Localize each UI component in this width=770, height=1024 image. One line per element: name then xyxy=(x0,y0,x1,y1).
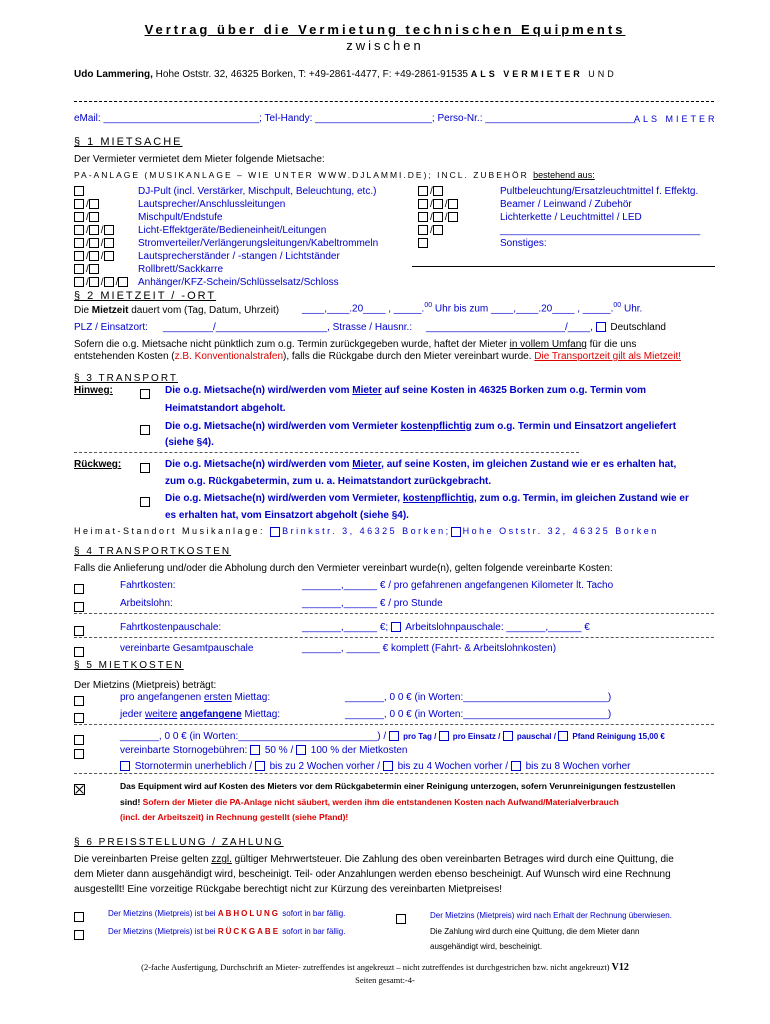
street-blank[interactable]: _________________________/____, xyxy=(426,322,596,333)
sup-00: 00 xyxy=(424,302,433,309)
gesamtpauschale-field[interactable]: _______, ______ € komplett (Fahrt- & Arbeitslohnkosten) xyxy=(302,643,557,654)
checkbox[interactable] xyxy=(383,761,393,771)
payment-opt-quittung-1: Die Zahlung wird durch eine Quittung, die dem Mieter dann xyxy=(430,927,640,936)
checkbox[interactable] xyxy=(140,493,152,511)
text: Die vereinbarten Preise gelten xyxy=(74,854,212,865)
checkbox[interactable] xyxy=(74,926,86,944)
text: , auf seine Kosten, im gleichen Zustand wie er es erhalten hat, xyxy=(381,459,677,470)
checkbox[interactable] xyxy=(418,199,428,209)
checkbox[interactable] xyxy=(558,731,568,741)
checkbox[interactable] xyxy=(120,761,130,771)
text: weitere xyxy=(145,709,178,720)
mieter-name-line[interactable] xyxy=(74,101,714,102)
fahrtkosten-label: Fahrtkosten: xyxy=(120,580,176,591)
checkbox[interactable] xyxy=(89,225,99,235)
mietzeit-post: dauert vom (Tag, Datum, Uhrzeit) xyxy=(128,305,280,316)
date-end-field[interactable]: Uhr bis zum ____,____.20____ , _____. xyxy=(432,303,614,315)
pauschal-label: pauschal / xyxy=(514,732,559,741)
rueckweg-label: Rückweg: xyxy=(74,459,122,470)
checkbox[interactable] xyxy=(296,745,306,755)
storno-row xyxy=(120,745,408,756)
rueckweg-option-2-cont: es erhalten hat, vom Einsatzort abgeholt (siehe §4). xyxy=(165,510,409,521)
text: Der Mietzins (Mietpreis) ist bei xyxy=(108,927,218,936)
checkbox[interactable] xyxy=(433,225,443,235)
storno-100: 100 % der Mietkosten xyxy=(308,745,408,756)
section-2-heading: § 2 MIETZEIT / -ORT xyxy=(74,290,217,302)
stornotermin-row xyxy=(120,761,630,772)
fahrtkostenpauschale-label: Fahrtkostenpauschale: xyxy=(120,622,222,633)
checkbox[interactable] xyxy=(250,745,260,755)
checkbox[interactable] xyxy=(396,910,408,928)
hinweg-option-2-cont: (siehe §4). xyxy=(165,437,214,448)
list-item: Rollbrett/Sackkarre xyxy=(138,264,224,275)
divider xyxy=(74,773,714,774)
s1-left-checkboxes[interactable]: / / / / / / / / / / / / xyxy=(74,185,130,289)
list-item: Beamer / Leinwand / Zubehör xyxy=(500,199,632,210)
und-label: UND xyxy=(588,69,617,79)
text: pro angefangenen xyxy=(120,692,204,703)
text: Die o.g. Mietsache(n) wird/werden vom xyxy=(165,459,353,470)
checkbox[interactable] xyxy=(255,761,265,771)
s1-intro: Der Vermieter vermietet dem Mieter folgende Mietsache: xyxy=(74,154,325,165)
arbeitslohn-label: Arbeitslohn: xyxy=(120,598,173,609)
pfand-label: Pfand Reinigung 15,00 € xyxy=(570,732,665,741)
checkbox[interactable] xyxy=(74,692,86,710)
bestehend-label: bestehend aus: xyxy=(533,170,595,180)
payment-opt-rechnung: Der Mietzins (Mietpreis) wird nach Erhalt der Rechnung überwiesen. xyxy=(430,911,672,920)
checkbox[interactable] xyxy=(74,580,86,598)
checkbox[interactable] xyxy=(448,212,458,222)
divider xyxy=(74,613,714,614)
note-text: Sofern die o.g. Mietsache nicht pünktlich zum o.g. Termin zurückgegeben wurde, haftet der Mieter xyxy=(74,339,510,350)
checkbox[interactable] xyxy=(270,527,280,537)
checkbox[interactable] xyxy=(140,459,152,477)
checkbox[interactable] xyxy=(104,238,114,248)
text: Miettag: xyxy=(231,692,271,703)
rueckgabe-label: RÜCKGABE xyxy=(217,927,281,936)
s5-intro: Der Mietzins (Mietpreis) beträgt: xyxy=(74,680,217,691)
cleaning-line-2 xyxy=(120,797,619,807)
date-start-field[interactable]: ____,____.20____ , _____. xyxy=(302,303,425,315)
checkbox[interactable] xyxy=(74,908,86,926)
arbeitslohnpauschale-value[interactable]: Arbeitslohnpauschale: _______,______ € xyxy=(402,622,590,633)
note-red: z.B. Konventionalstrafen xyxy=(174,351,284,362)
heimat-option-1: Brinkstr. 3, 46325 Borken; xyxy=(282,526,451,536)
list-item: Mischpult/Endstufe xyxy=(138,212,223,223)
payment-opt-quittung-2: ausgehändigt wird, bescheinigt. xyxy=(430,942,543,951)
storno-opt: bis zu 8 Wochen vorher xyxy=(522,761,631,772)
checkbox[interactable] xyxy=(451,527,461,537)
heimat-label: Heimat-Standort Musikanlage: xyxy=(74,526,266,536)
deutschland-label: Deutschland xyxy=(607,322,666,333)
landlord-name: Udo Lammering, xyxy=(74,69,153,80)
section-5-heading: § 5 MIETKOSTEN xyxy=(74,660,184,671)
pauschal-field[interactable]: _______, 0 0 € (in Worten:_________________________) / xyxy=(120,731,389,742)
storno-label: vereinbarte Stornogebühren: xyxy=(120,745,251,756)
checkbox[interactable] xyxy=(74,212,84,222)
text: angefangene xyxy=(180,709,242,720)
text: zum o.g. Termin und Einsatzort angeliefert xyxy=(471,421,677,432)
list-item: DJ-Pult (incl. Verstärker, Mischpult, Beleuchtung, etc.) xyxy=(138,186,377,197)
checkbox[interactable] xyxy=(418,186,428,196)
landlord-line xyxy=(74,69,617,80)
checkbox[interactable] xyxy=(74,238,84,248)
landlord-address: Hohe Oststr. 32, 46325 Borken, T: +49-2861-4477, F: +49-2861-91535 xyxy=(152,69,471,80)
text: Die o.g. Mietsache(n) wird/werden vom Vermieter, xyxy=(165,493,403,504)
checkbox[interactable] xyxy=(74,745,86,763)
text: sofort in bar fällig. xyxy=(280,927,346,936)
mietzeit-pre: Die xyxy=(74,305,92,316)
version-label: V12 xyxy=(611,962,629,973)
street-field[interactable] xyxy=(426,322,666,333)
checkbox[interactable] xyxy=(511,761,521,771)
storno-50: 50 % / xyxy=(262,745,296,756)
checkbox[interactable] xyxy=(89,277,99,287)
contact-fields[interactable]: eMail: ____________________________; Tel-Handy: _____________________; Perso-Nr.: ___________________________ xyxy=(74,113,636,124)
cleaning-line-1: Das Equipment wird auf Kosten des Mieters vor dem Rückgabetermin einer Reinigung unterzogen, sofern Verunreinigungen festzustellen xyxy=(120,781,676,791)
text: Die o.g. Mietsache(n) wird/werden vom xyxy=(165,385,353,396)
checkbox[interactable] xyxy=(433,212,443,222)
storno-opt: bis zu 4 Wochen vorher / xyxy=(394,761,511,772)
checkbox[interactable] xyxy=(433,186,443,196)
uhr-label: Uhr. xyxy=(621,303,643,315)
checked-checkbox[interactable] xyxy=(74,781,85,799)
note-text: für die uns xyxy=(586,339,637,350)
hinweg-label: Hinweg: xyxy=(74,385,113,396)
text: auf seine Kosten in 46325 Borken zum o.g. Termin vom xyxy=(381,385,647,396)
footer-text: (2-fache Ausfertigung, Durchschrift an Mieter- zutreffendes ist angekreuzt – nicht zutreffendes ist durchgestrichen bzw. nicht angekreuzt) xyxy=(141,962,612,972)
checkbox[interactable] xyxy=(596,322,606,332)
divider xyxy=(74,637,714,638)
s6-para-3: ausgestellt! Eine vorzeitige Rückgabe berechtigt nicht zur Kürzung des vereinbarten Mietpreises! xyxy=(74,884,503,895)
list-item: Anhänger/KFZ-Schein/Schlüsselsatz/Schloss xyxy=(138,277,339,288)
s1-right-checkboxes[interactable]: / / / / / / xyxy=(418,185,460,250)
s1-left-list xyxy=(138,185,378,289)
checkbox[interactable] xyxy=(433,199,443,209)
text: Mieter xyxy=(352,459,382,470)
heimat-line xyxy=(74,526,659,537)
payment-opt-abholung xyxy=(108,909,345,918)
text: kostenpflichtig xyxy=(400,421,472,432)
document-title: Vertrag über die Vermietung technischen Equipments xyxy=(144,22,626,37)
mietzeit-fields[interactable] xyxy=(302,302,642,314)
plz-label: PLZ / Einsatzort: xyxy=(74,322,148,333)
s1-right-list xyxy=(500,185,700,250)
checkbox[interactable] xyxy=(418,238,428,248)
weiterer-miettag-field[interactable]: _______, 0 0 € (in Worten:__________________________) xyxy=(345,709,612,720)
document-subtitle: zwischen xyxy=(346,38,424,53)
checkbox[interactable] xyxy=(439,731,449,741)
payment-opt-rueckgabe xyxy=(108,927,345,936)
footer-note xyxy=(0,962,770,973)
page-count: Seiten gesamt:-4- xyxy=(355,975,415,985)
rueckweg-option-1-cont: zum o.g. Rückgabetermin, zum u. a. Heimatstandort zurückgebracht. xyxy=(165,476,492,487)
checkbox[interactable] xyxy=(140,421,152,439)
s2-note-line1 xyxy=(74,339,636,350)
divider xyxy=(74,452,579,453)
rueckweg-option-1 xyxy=(165,459,676,470)
mieter-role: ALS MIETER xyxy=(634,114,718,124)
checkbox[interactable] xyxy=(89,251,99,261)
list-item: Stromverteiler/Verlängerungsleitungen/Kabeltrommeln xyxy=(138,238,379,249)
checkbox[interactable] xyxy=(74,251,84,261)
fahrtkosten-field[interactable]: _______,______ € / pro gefahrenen angefangenen Kilometer lt. Tacho xyxy=(302,580,614,591)
checkbox[interactable] xyxy=(74,277,84,287)
checkbox[interactable] xyxy=(503,731,513,741)
fahrtkostenpauschale-field[interactable] xyxy=(302,622,590,633)
gesamtpauschale-label: vereinbarte Gesamtpauschale xyxy=(120,643,254,654)
note-red-underlined: Die Transportzeit gilt als Mietzeit! xyxy=(534,351,682,362)
pro-einsatz-label: pro Einsatz / xyxy=(450,732,503,741)
text: sind! xyxy=(120,797,143,807)
sup-00: 00 xyxy=(613,302,622,309)
text: sofort in bar fällig. xyxy=(280,909,346,918)
checkbox[interactable] xyxy=(418,225,428,235)
list-item[interactable]: ____________________________________ xyxy=(500,225,701,236)
note-text: entstehenden Kosten ( xyxy=(74,351,175,362)
hinweg-option-1 xyxy=(165,385,646,396)
text-red: Sofern der Mieter die PA-Anlage nicht säubert, werden ihm die entstandenen Kosten nach Aufwand/Materialverbrauch xyxy=(142,797,619,807)
list-item: Lautsprecherständer / -stangen / Lichtständer xyxy=(138,251,340,262)
cleaning-line-3: (incl. der Arbeitszeit) in Rechnung gestellt (siehe Pfand)! xyxy=(120,812,349,822)
checkbox[interactable] xyxy=(389,731,399,741)
pro-tag-label: pro Tag / xyxy=(400,732,439,741)
text: Der Mietzins (Mietpreis) ist bei xyxy=(108,909,218,918)
list-item: Sonstiges: xyxy=(500,238,547,249)
divider xyxy=(74,724,714,725)
rueckweg-option-2 xyxy=(165,493,689,504)
s6-para-1 xyxy=(74,854,674,865)
text: Die o.g. Mietsache(n) wird/werden vom Vermieter xyxy=(165,421,401,432)
storno-opt: bis zu 2 Wochen vorher / xyxy=(266,761,383,772)
checkbox[interactable] xyxy=(74,225,84,235)
checkbox[interactable] xyxy=(104,225,114,235)
text: Miettag: xyxy=(241,709,281,720)
abholung-label: ABHOLUNG xyxy=(217,909,281,918)
list-item: Licht-Effektgeräte/Bedieneinheit/Leitungen xyxy=(138,225,327,236)
arbeitslohn-field[interactable]: _______,______ € / pro Stunde xyxy=(302,598,443,609)
pauschal-row[interactable] xyxy=(120,731,665,742)
s6-para-2: dem Mieter dann ausgehändigt wird, bescheinigt. Teil- oder Anzahlungen werden ebenso bescheinigt. Auf Wunsch wird eine Rechnung xyxy=(74,869,671,880)
section-3-heading: § 3 TRANSPORT xyxy=(74,373,178,384)
checkbox[interactable] xyxy=(74,199,84,209)
pauschale-value[interactable]: _______,______ €; xyxy=(302,622,391,633)
text: jeder xyxy=(120,709,146,720)
sonstiges-line[interactable] xyxy=(412,266,715,267)
checkbox[interactable] xyxy=(74,186,84,196)
erster-miettag-label xyxy=(120,692,270,703)
weiterer-miettag-label xyxy=(120,709,280,720)
list-item: Lichterkette / Leuchtmittel / LED xyxy=(500,212,642,223)
hinweg-option-2 xyxy=(165,421,676,432)
checkbox[interactable] xyxy=(74,643,86,661)
checkbox[interactable] xyxy=(89,264,99,274)
section-6-heading: § 6 PREISSTELLUNG / ZAHLUNG xyxy=(74,837,284,848)
checkbox[interactable] xyxy=(89,212,99,222)
s2-note-line2 xyxy=(74,351,681,362)
checkbox[interactable] xyxy=(391,622,401,632)
checkbox[interactable] xyxy=(89,238,99,248)
note-underlined: in vollem Umfang xyxy=(509,339,587,350)
checkbox[interactable] xyxy=(104,251,114,261)
pa-anlage-text: PA-ANLAGE (MUSIKANLAGE – WIE UNTER WWW.DJLAMMI.DE); INCL. ZUBEHÖR xyxy=(74,170,529,180)
mietzeit-label xyxy=(74,305,279,316)
checkbox[interactable] xyxy=(74,264,84,274)
checkbox[interactable] xyxy=(118,277,128,287)
text: zzgl. xyxy=(211,854,232,865)
checkbox[interactable] xyxy=(418,212,428,222)
checkbox[interactable] xyxy=(89,199,99,209)
list-item: Lautsprecher/Anschlussleitungen xyxy=(138,199,286,210)
text: kostenpflichtig xyxy=(402,493,474,504)
list-item: Pultbeleuchtung/Ersatzleuchtmittel f. Effektg. xyxy=(500,186,699,197)
contact-line[interactable] xyxy=(74,113,635,124)
text: ersten xyxy=(203,692,232,703)
text: , zum o.g. Termin, im gleichen Zustand wie er xyxy=(473,493,689,504)
checkbox[interactable] xyxy=(104,277,114,287)
mietzeit-bold: Mietzeit xyxy=(91,305,129,316)
text: Mieter xyxy=(352,385,382,396)
s1-pa-line xyxy=(74,170,595,180)
section-4-heading: § 4 TRANSPORTKOSTEN xyxy=(74,546,232,557)
note-text: ), falls die Rückgabe durch den Mieter vereinbart wurde. xyxy=(283,351,535,362)
hinweg-option-1-cont: Heimatstandort abgeholt. xyxy=(165,403,286,414)
erster-miettag-field[interactable]: _______, 0 0 € (in Worten:__________________________) xyxy=(345,692,612,703)
heimat-option-2: Hohe Oststr. 32, 46325 Borken xyxy=(462,526,659,536)
s4-intro: Falls die Anlieferung und/oder die Abholung durch den Vermieter vereinbart wurde(n), gelten folgende vereinbarte Kosten: xyxy=(74,563,613,574)
checkbox[interactable] xyxy=(448,199,458,209)
storno-opt: Stornotermin unerheblich / xyxy=(132,761,255,772)
checkbox[interactable] xyxy=(140,385,152,403)
section-1-heading: § 1 MIETSACHE xyxy=(74,136,183,148)
plz-field[interactable]: _________/____________________, Strasse / Hausnr.: xyxy=(163,322,413,333)
landlord-role: ALS VERMIETER xyxy=(470,69,583,79)
text: gültiger Mehrwertsteuer. Die Zahlung des oben vereinbarten Betrages wird durch eine Quittung, die xyxy=(231,854,674,865)
